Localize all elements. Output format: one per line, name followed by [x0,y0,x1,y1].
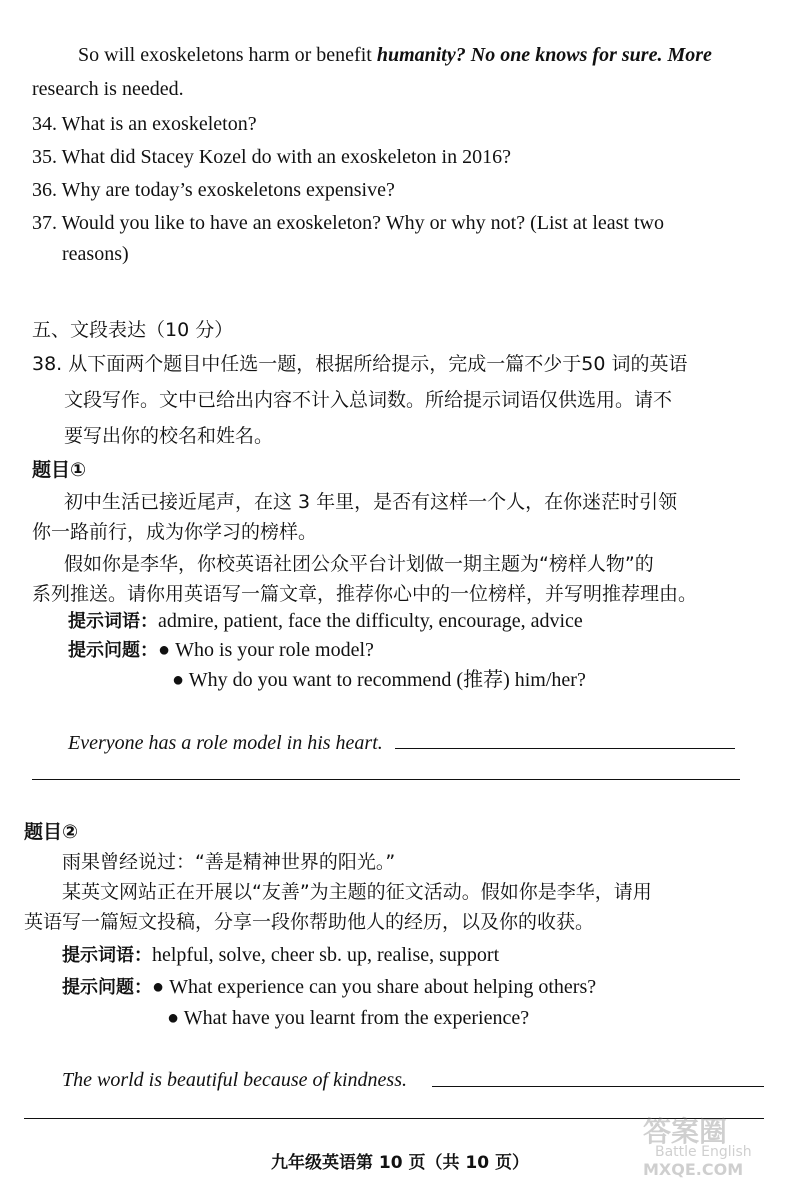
hint-question: ● What experience can you share about helping others? [152,976,597,998]
topic1-hint-q2: ● Why do you want to recommend (推荐) him/her? [172,669,586,691]
conclusion-continuation: research is needed. [32,78,184,100]
hint-question: ● Who is your role model? [158,639,374,661]
hint-questions-label: 提示问题： [68,640,158,661]
topic1-hint-words [68,609,583,634]
question-37-cont: reasons) [62,243,129,265]
watermark-site: MXQE.COM [643,1160,744,1179]
topic1-hint-q1 [68,638,374,663]
instruction-line-3: 要写出你的校名和姓名。 [64,425,274,447]
topic1-para2-line2: 系列推送。请你用英语写一篇文章，推荐你心中的一位榜样，并写明推荐理由。 [32,583,698,605]
instruction-line-1: 38. 从下面两个题目中任选一题，根据所给提示，完成一篇不少于50 词的英语 [32,353,688,375]
starter-sentence: The world is beautiful because of kindness. [62,1069,407,1091]
topic1-para1-line2: 你一路前行，成为你学习的榜样。 [32,521,318,543]
watermark-logo-text: 答案圈 [643,1115,728,1148]
hint-words: admire, patient, face the difficulty, encourage, advice [158,610,583,632]
watermark [613,1110,778,1180]
conclusion-emphasis: humanity? No one knows for sure. More [376,44,712,66]
hint-words-label: 提示词语： [62,945,152,966]
page-footer: 九年级英语第 10 页（共 10 页） [271,1153,529,1173]
section-title: 五、文段表达（10 分） [32,319,234,341]
answer-line[interactable] [395,748,735,749]
instruction-line-2: 文段写作。文中已给出内容不计入总词数。所给提示词语仅供选用。请不 [64,389,673,411]
hint-questions-label: 提示问题： [62,977,152,998]
question-35: 35. What did Stacey Kozel do with an exoskeleton in 2016? [32,146,511,168]
topic2-starter [62,1068,407,1092]
question-36: 36. Why are today’s exoskeletons expensive? [32,179,395,201]
question-37: 37. Would you like to have an exoskeleton? Why or why not? (List at least two [32,212,664,234]
conclusion-text: So will exoskeletons harm or benefit [78,44,377,66]
starter-sentence: Everyone has a role model in his heart. [68,732,383,754]
topic2-para1: 雨果曾经说过：“善是精神世界的阳光。” [62,851,396,873]
topic2-heading: 题目② [24,821,79,843]
topic2-hint-q1 [62,975,596,1000]
topic1-starter [68,731,383,755]
topic2-para2-line2: 英语写一篇短文投稿，分享一段你帮助他人的经历，以及你的收获。 [24,911,595,933]
hint-words-label: 提示词语： [68,611,158,632]
conclusion-line [78,43,712,67]
answer-line[interactable] [432,1086,764,1087]
topic2-hint-q2: ● What have you learnt from the experience? [167,1007,530,1029]
topic2-para2-line1: 某英文网站正在开展以“友善”为主题的征文活动。假如你是李华，请用 [62,881,652,903]
answer-line[interactable] [32,779,740,780]
topic2-hint-words [62,943,499,968]
watermark-subtitle: Battle English [655,1144,752,1160]
topic1-heading: 题目① [32,459,87,481]
question-34: 34. What is an exoskeleton? [32,113,257,135]
hint-words: helpful, solve, cheer sb. up, realise, support [152,944,500,966]
topic1-para2-line1: 假如你是李华，你校英语社团公众平台计划做一期主题为“榜样人物”的 [64,553,654,575]
topic1-para1-line1: 初中生活已接近尾声，在这 3 年里，是否有这样一个人，在你迷茫时引领 [64,491,678,513]
